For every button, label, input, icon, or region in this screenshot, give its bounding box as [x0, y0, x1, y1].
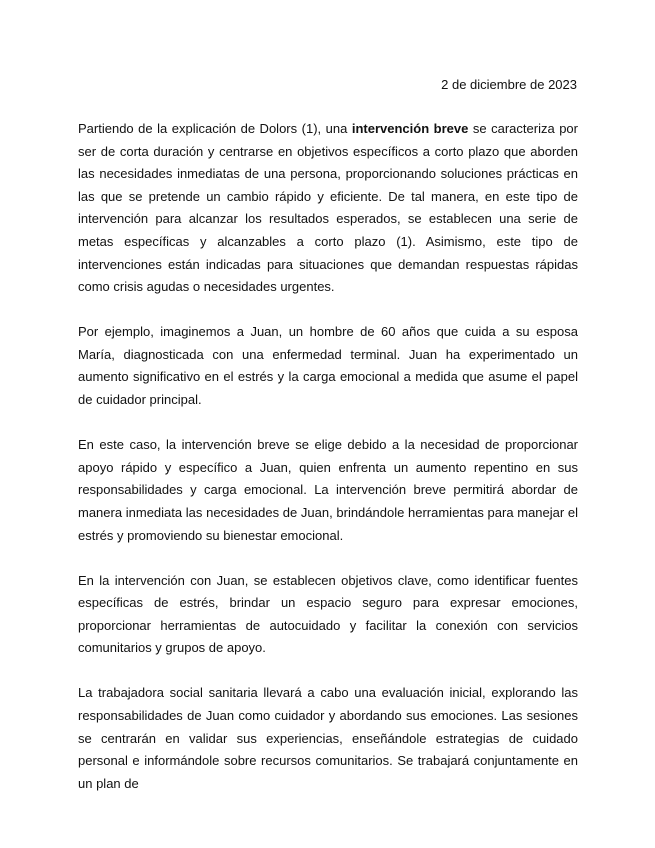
paragraph-case: En este caso, la intervención breve se elige debido a la necesidad de proporcionar apoyo rápido y específico a Juan, quien enfrenta un aumento repentino en sus responsabilidades y carga emocional. La intervención breve permitirá abordar de manera inmediata las necesidades de Juan, brindándole herramientas para manejar el estrés y promoviendo su bienestar emocional.	[78, 437, 578, 543]
paragraph-intro-end: se caracteriza por ser de corta duración y centrarse en objetivos específicos a corto plazo que aborden las necesidades inmediatas de una persona, proporcionando soluciones prácticas en las que se pretende un cambio rápido y eficiente. De tal manera, en este tipo de intervención para alcanzar los resultados esperados, se establecen una serie de metas específicas y alcanzables a corto plazo (1). Asimismo, este tipo de intervenciones están indicadas para situaciones que demandan respuestas rápidas como crisis agudas o necesidades urgentes.	[78, 121, 578, 295]
bold-term: intervención breve	[351, 121, 469, 136]
paragraph-objectives: En la intervención con Juan, se establecen objetivos clave, como identificar fuentes específicas de estrés, brindar un espacio seguro para expresar emociones, proporcionar herramientas de autocuidado y facilitar la conexión con servicios comunitarios y grupos de apoyo.	[78, 572, 578, 656]
document-body	[78, 118, 578, 818]
document-date: 2 de diciembre de 2023	[441, 77, 577, 92]
paragraph-intro-start: Partiendo de la explicación de Dolors (1), una	[78, 121, 352, 136]
paragraph-intro	[78, 118, 578, 299]
paragraph-assessment: La trabajadora social sanitaria llevará a cabo una evaluación inicial, explorando las responsabilidades de Juan como cuidador y abordando sus emociones. Las sesiones se centrarán en validar sus experiencias, enseñándole estrategias de cuidado personal e informándole sobre recursos comunitarios. Se trabajará conjuntamente en un plan de	[78, 685, 578, 791]
paragraph-example: Por ejemplo, imaginemos a Juan, un hombre de 60 años que cuida a su esposa María, diagnosticada con una enfermedad terminal. Juan ha experimentado un aumento significativo en el estrés y la carga emocional a medida que asume el papel de cuidador principal.	[78, 324, 578, 408]
